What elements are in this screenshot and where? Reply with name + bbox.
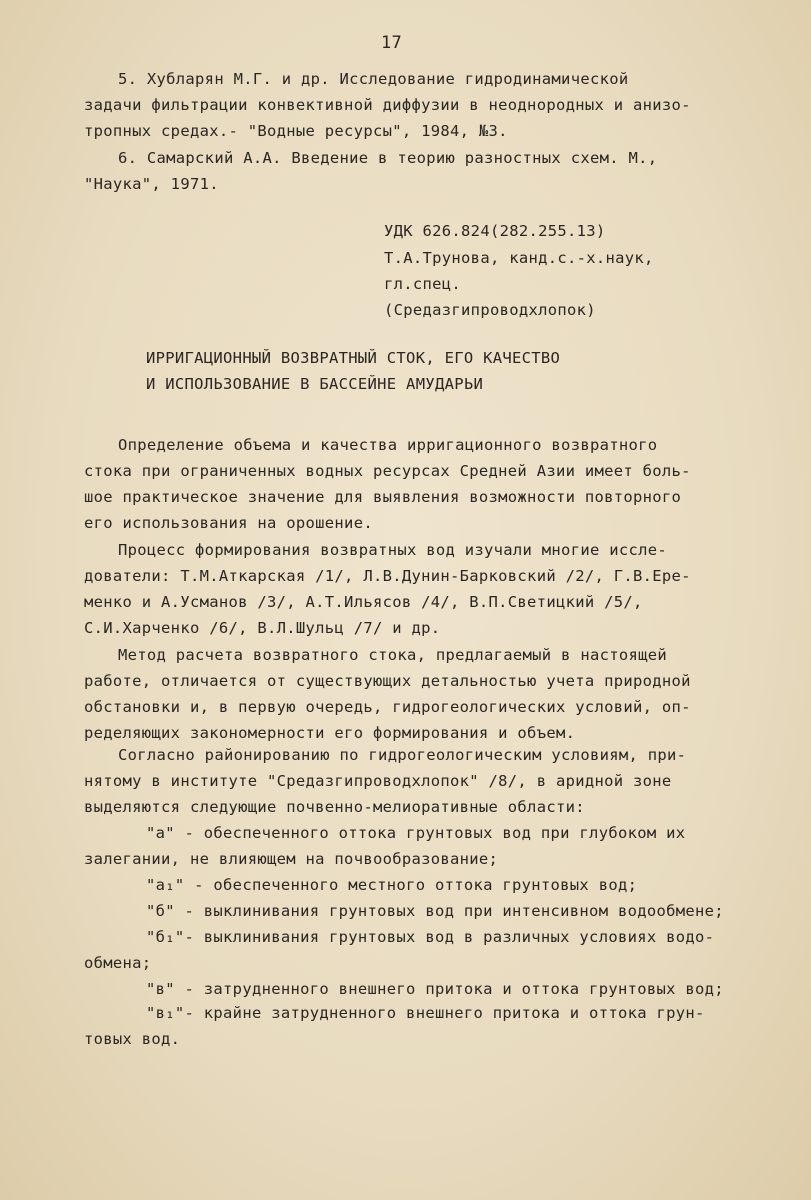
reference-5-line-1: 5. Хубларян М.Г. и др. Исследование гидродинамической: [118, 70, 629, 88]
page-number: 17: [381, 33, 403, 53]
region-a-line-1: "а" - обеспеченного оттока грунтовых вод при глубоком их: [146, 824, 686, 842]
reference-6-line-2: "Наука", 1971.: [84, 175, 219, 193]
article-title-line-1: ИРРИГАЦИОННЫЙ ВОЗВРАТНЫЙ СТОК, ЕГО КАЧЕСТВО: [146, 349, 561, 367]
body-line: работе, отличается от существующих детальностью учета природной: [84, 672, 691, 690]
body-line: Метод расчета возвратного стока, предлагаемый в настоящей: [118, 646, 668, 664]
body-line: нятому в институте "Средазгипроводхлопок" /8/, в аридной зоне: [84, 772, 672, 790]
body-line: его использования на орошение.: [84, 514, 373, 532]
body-line: обстановки и, в первую очередь, гидрогеологических условий, оп-: [84, 698, 691, 716]
reference-5-line-2: задачи фильтрации конвективной диффузии в неоднородных и анизо-: [84, 96, 691, 114]
body-line: шое практическое значение для выявления возможности повторного: [84, 488, 682, 506]
author-name: Т.А.Трунова, канд.с.-х.наук,: [384, 249, 654, 267]
author-organization: (Средазгипроводхлопок): [384, 301, 596, 319]
body-line: С.И.Харченко /6/, В.Л.Шульц /7/ и др.: [84, 619, 441, 637]
body-line: менко и А.Усманов /3/, А.Т.Ильясов /4/, В.П.Светицкий /5/,: [84, 593, 643, 611]
body-line: Согласно районированию по гидрогеологическим условиям, при-: [118, 746, 687, 764]
region-b: "б" - выклинивания грунтовых вод при интенсивном водообмене;: [146, 902, 724, 920]
region-v1-line-1: "в₁"- крайне затрудненного внешнего притока и оттока грун-: [146, 1004, 705, 1022]
region-a-line-2: залегании, не влияющем на почвообразование;: [84, 850, 499, 868]
author-position: гл.спец.: [384, 275, 462, 293]
udk-code: УДК 626.824(282.255.13): [384, 222, 606, 240]
reference-6-line-1: 6. Самарский А.А. Введение в теорию разностных схем. М.,: [118, 149, 658, 167]
body-line: стока при ограниченных водных ресурсах Средней Азии имеет боль-: [84, 462, 691, 480]
region-b1-line-1: "б₁"- выклинивания грунтовых вод в различных условиях водо-: [146, 928, 715, 946]
body-line: дователи: Т.М.Аткарская /1/, Л.В.Дунин-Барковский /2/, Г.В.Ере-: [84, 567, 691, 585]
region-a1: "а₁" - обеспеченного местного оттока грунтовых вод;: [146, 876, 638, 894]
article-title-line-2: И ИСПОЛЬЗОВАНИЕ В БАССЕЙНЕ АМУДАРЬИ: [146, 375, 484, 393]
region-v1-line-2: товых вод.: [84, 1030, 181, 1048]
region-b1-line-2: обмена;: [84, 954, 152, 972]
body-line: Процесс формирования возвратных вод изучали многие иссле-: [118, 541, 668, 559]
reference-5-line-3: тропных средах.- "Водные ресурсы", 1984, №3.: [84, 122, 508, 140]
body-line: выделяются следующие почвенно-мелиоративные области:: [84, 798, 585, 816]
body-line: Определение объема и качества ирригационного возвратного: [118, 436, 658, 454]
region-v: "в" - затрудненного внешнего притока и оттока грунтовых вод;: [146, 980, 724, 998]
body-line: ределяющих закономерности его формирования и объем.: [84, 724, 576, 742]
